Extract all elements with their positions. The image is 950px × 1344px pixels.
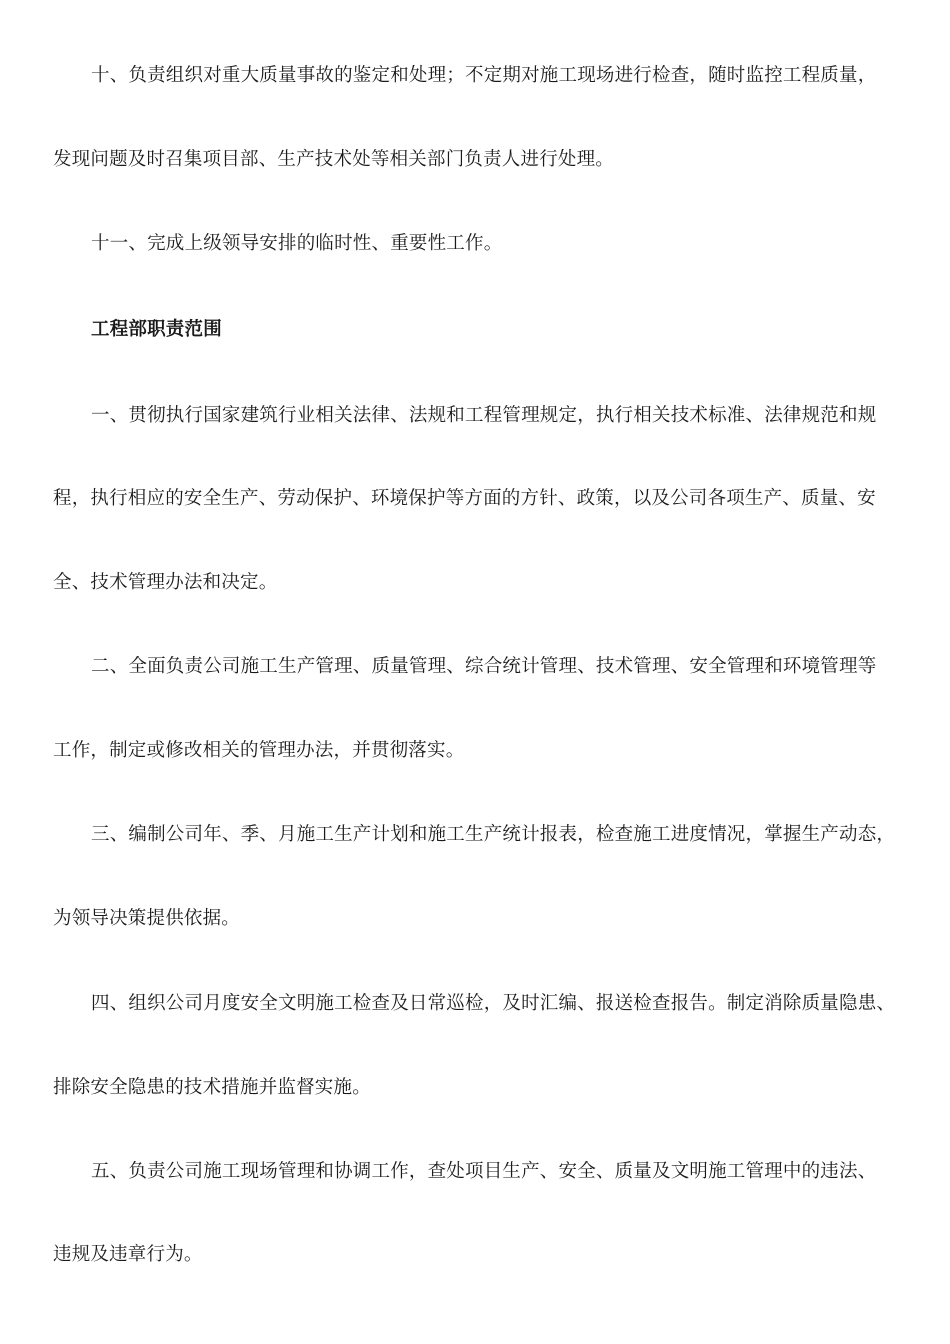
paragraph-item-10-line-1: 十、负责组织对重大质量事故的鉴定和处理；不定期对施工现场进行检查，随时监控工程质量，: [91, 65, 877, 86]
paragraph-item-3-line-2: 为领导决策提供依据。: [53, 908, 241, 929]
paragraph-item-4-line-1: 四、组织公司月度安全文明施工检查及日常巡检，及时汇编、报送检查报告。制定消除质量隐患、: [91, 993, 896, 1014]
section-heading: 工程部职责范围: [91, 319, 222, 340]
paragraph-item-2-line-1: 二、全面负责公司施工生产管理、质量管理、综合统计管理、技术管理、安全管理和环境管理等: [91, 656, 877, 677]
paragraph-item-3-line-1: 三、编制公司年、季、月施工生产计划和施工生产统计报表，检查施工进度情况，掌握生产动态，: [91, 824, 896, 845]
paragraph-item-1-line-1: 一、贯彻执行国家建筑行业相关法律、法规和工程管理规定，执行相关技术标准、法律规范和规: [91, 405, 877, 426]
paragraph-item-1-line-2: 程，执行相应的安全生产、劳动保护、环境保护等方面的方针、政策，以及公司各项生产、质量、安: [53, 488, 876, 509]
paragraph-item-1-line-3: 全、技术管理办法和决定。: [53, 572, 278, 593]
paragraph-item-5-line-1: 五、负责公司施工现场管理和协调工作，查处项目生产、安全、质量及文明施工管理中的违法、: [91, 1161, 877, 1182]
paragraph-item-4-line-2: 排除安全隐患的技术措施并监督实施。: [53, 1077, 371, 1098]
paragraph-item-11: 十一、完成上级领导安排的临时性、重要性工作。: [91, 233, 503, 254]
paragraph-item-2-line-2: 工作，制定或修改相关的管理办法，并贯彻落实。: [53, 740, 465, 761]
paragraph-item-10-line-2: 发现问题及时召集项目部、生产技术处等相关部门负责人进行处理。: [53, 149, 615, 170]
paragraph-item-5-line-2: 违规及违章行为。: [53, 1244, 203, 1265]
